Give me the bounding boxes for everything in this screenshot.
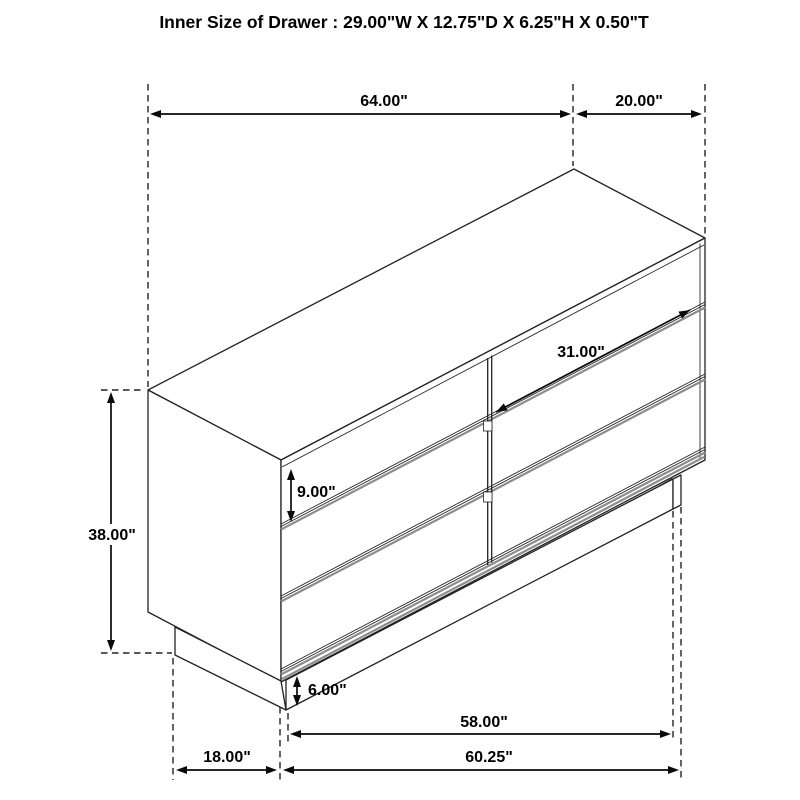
dimension-label-drawer-opening-width: 31.00"	[557, 344, 605, 361]
divider-bracket	[484, 421, 493, 431]
dimension-label-bottom-width: 60.25"	[465, 749, 513, 766]
dimension-label-base-width: 58.00"	[460, 714, 508, 731]
dimension-label-top-drawer-height: 9.00"	[297, 484, 336, 501]
dimension-label-base-height: 6.00"	[308, 682, 347, 699]
dimension-label-top-depth: 20.00"	[615, 93, 663, 110]
dimension-label-bottom-side-depth: 18.00"	[203, 749, 251, 766]
diagram-title: Inner Size of Drawer : 29.00"W X 12.75"D X 6.25"H X 0.50"T	[159, 12, 649, 32]
base-right-face	[673, 475, 681, 509]
dimension-label-overall-height: 38.00"	[88, 527, 136, 544]
dimension-label-top-width: 64.00"	[360, 93, 408, 110]
divider-bracket	[484, 492, 493, 502]
